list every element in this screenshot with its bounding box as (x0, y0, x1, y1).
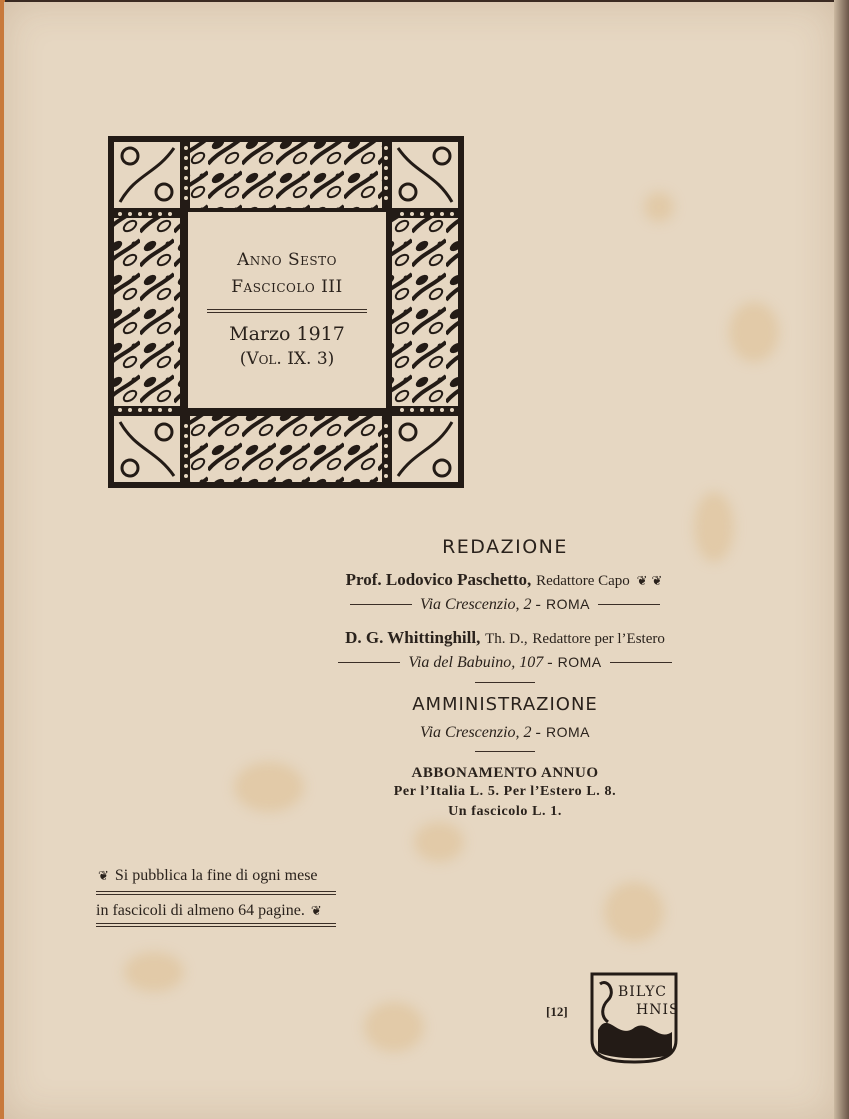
frame-text-panel (188, 212, 386, 408)
leaf-ornament-icon: ❦ (98, 868, 109, 883)
issue-date: Marzo 1917 (229, 323, 345, 345)
abbonamento-prices: Per l’Italia L. 5. Per l’Estero L. 8. (393, 784, 617, 799)
divider-dash (338, 662, 400, 663)
divider-dash (598, 604, 660, 605)
redazione-heading: REDAZIONE (442, 536, 568, 558)
editor1-address (330, 594, 680, 614)
issue-year: Anno Sesto (237, 250, 337, 270)
editor1-street: Via Crescenzio, 2 - (420, 596, 541, 613)
amministrazione-city: ROMA (545, 724, 590, 740)
editor2-line (330, 628, 680, 648)
editor1-city: ROMA (545, 596, 590, 612)
editor1-line (330, 570, 680, 590)
divider-dash (350, 604, 412, 605)
editor2-city: ROMA (557, 654, 602, 670)
amministrazione-street: Via Crescenzio, 2 - (420, 724, 541, 741)
editor2-name: D. G. Whittinghill, (345, 628, 481, 647)
editor2-role: Redattore per l’Estero (532, 631, 665, 647)
publication-note-text1: Si pubblica la fine di ogni mese (114, 867, 318, 884)
amministrazione-address (330, 722, 680, 742)
page-number: [12] (546, 1004, 568, 1019)
editor2-title: Th. D., (485, 631, 528, 647)
note-divider (96, 923, 336, 927)
issue-volume: (Vol. IX. 3) (239, 349, 335, 369)
abbonamento-heading: ABBONAMENTO ANNUO (411, 765, 599, 781)
svg-text:BILYC: BILYC (618, 984, 667, 1000)
leaf-ornament-icon: ❦ (651, 574, 663, 589)
publication-note-line1 (96, 867, 318, 885)
editor1-role: Redattore Capo (536, 573, 630, 589)
issue-fascicle: Fascicolo III (231, 277, 343, 297)
note-divider (96, 891, 336, 895)
leaf-ornament-icon: ❦ (310, 903, 322, 918)
publication-note-line2 (96, 902, 324, 920)
publication-note-text2: in fascicoli di almeno 64 pagine. (96, 902, 305, 919)
editor2-street: Via del Babuino, 107 - (408, 654, 553, 671)
svg-text:HNIS: HNIS (636, 1002, 680, 1018)
amministrazione-heading: AMMINISTRAZIONE (412, 694, 598, 715)
page-edge-right (834, 0, 849, 1119)
abbonamento-single: Un fascicolo L. 1. (448, 804, 562, 819)
divider-dash (610, 662, 672, 663)
section-rule (475, 682, 535, 683)
frame-divider (207, 309, 367, 313)
section-rule (475, 751, 535, 752)
leaf-ornament-icon: ❦ (636, 574, 648, 589)
editor1-name: Prof. Lodovico Paschetto, (345, 570, 532, 589)
bilychnis-logo (588, 970, 680, 1066)
editor2-address (330, 652, 680, 672)
